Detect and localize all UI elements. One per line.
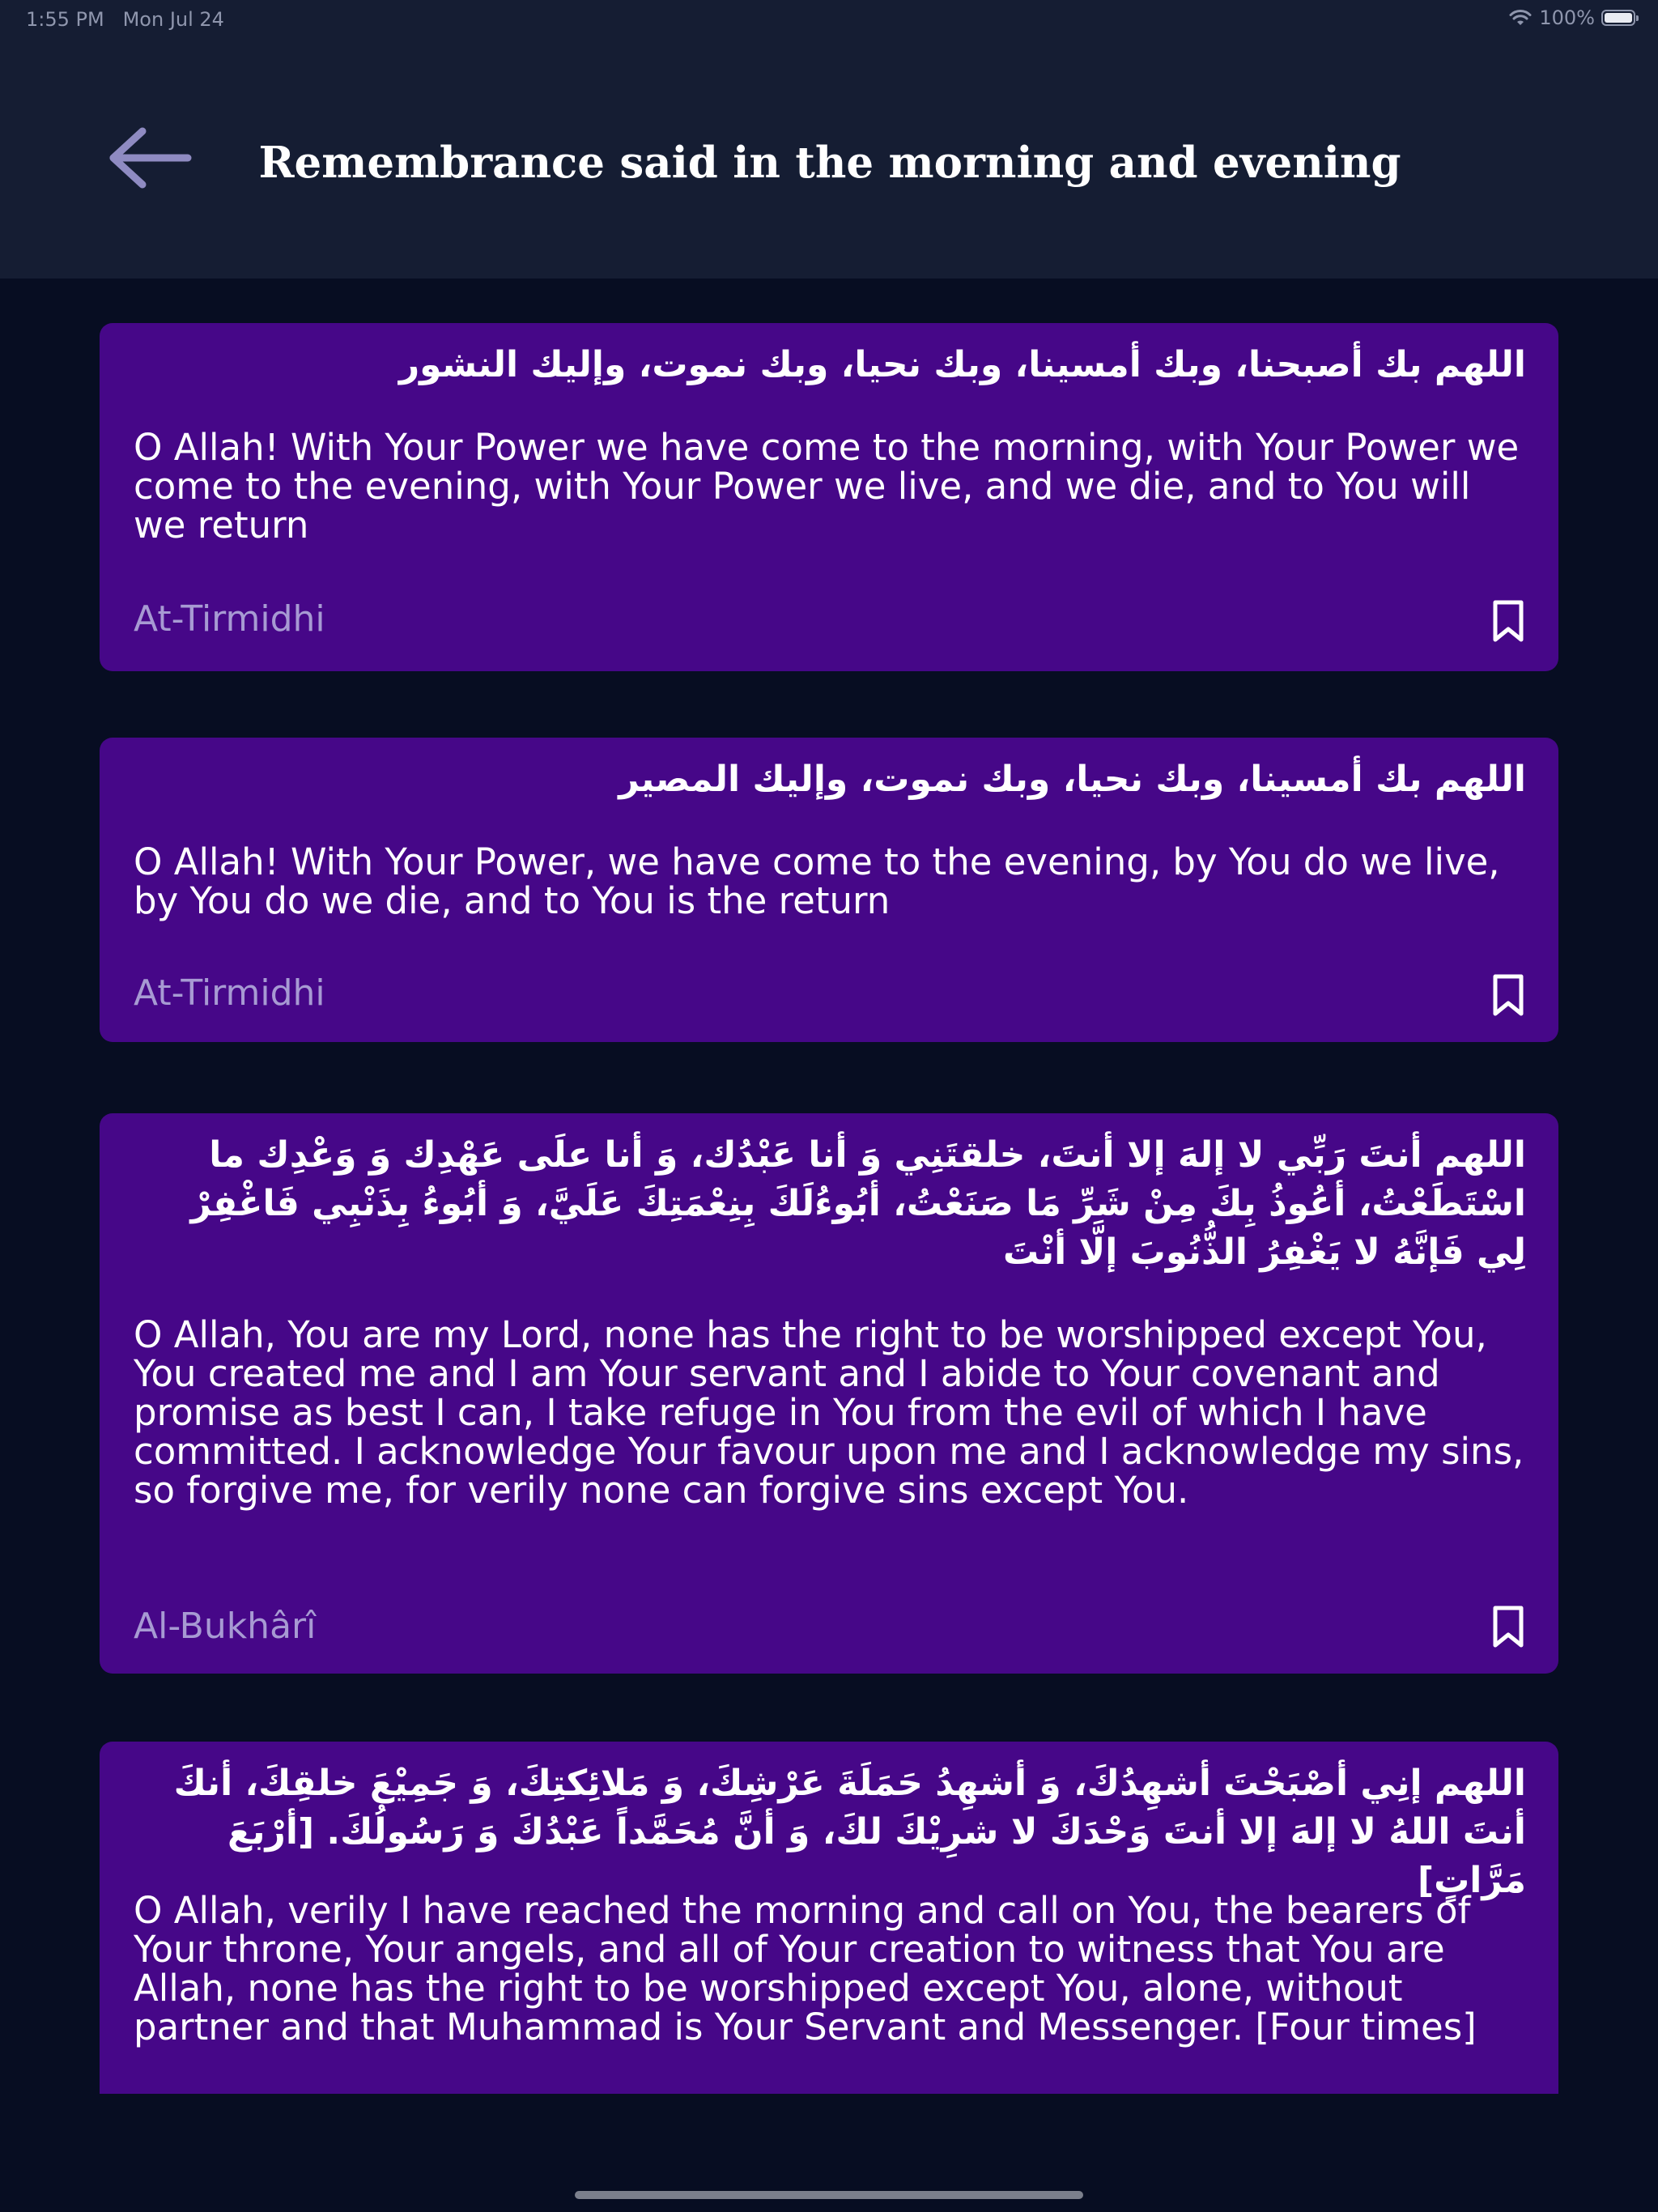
dhikr-card <box>100 323 1558 671</box>
source-label: Al-Bukhârî <box>134 1606 317 1647</box>
english-translation: O Allah! With Your Power, we have come to the evening, by You do we live, by You do we die, and to You is the return <box>134 840 1500 922</box>
bookmark-button[interactable] <box>1490 1604 1526 1649</box>
source-label: At-Tirmidhi <box>134 972 325 1014</box>
dhikr-card <box>100 1113 1558 1674</box>
status-indicators <box>1508 6 1635 29</box>
english-translation: O Allah, verily I have reached the morning and call on You, the bearers of Your throne, Your angels, and all of Your creation to witness that You are Allah, none has the right to be worshipped except You, alone, without partner and that Muhammad is Your Servant and Messenger. [Four times] <box>134 1889 1477 2048</box>
wifi-icon <box>1508 8 1533 28</box>
page-title: Remembrance said in the morning and evening <box>258 138 1401 188</box>
source-label: At-Tirmidhi <box>134 598 325 640</box>
arrow-left-icon <box>104 121 193 194</box>
dhikr-card <box>100 1742 1558 2094</box>
battery-percentage: 100% <box>1539 6 1595 29</box>
arabic-text: اللهم أنتَ رَبِّي لا إلهَ إلا أنتَ، خلقتَنِي وَ أنا عَبْدُك، وَ أنا علَى عَهْدِك وَ وَعْدِك ما اسْتَطَعْتُ، أعُوذُ بِكَ مِنْ شَرِّ مَا صَنَعْتُ، أبُوءُلَكَ بِنِعْمَتِكَ عَلَيَّ، وَ أبُوءُ بِذَنْبِي فَاغْفِرْ لِي فَإنَّهُ لا يَغْفِرُ الذُّنُوبَ إلَّا أنْتَ <box>190 1134 1526 1273</box>
bookmark-button[interactable] <box>1490 598 1526 644</box>
english-translation: O Allah! With Your Power we have come to the morning, with Your Power we come to the evening, with Your Power we live, and we die, and to You will we return <box>134 426 1520 547</box>
status-time-date: 1:55 PM Mon Jul 24 <box>26 8 224 31</box>
dhikr-list[interactable] <box>0 279 1658 2094</box>
arabic-text: اللهم بك أصبحنا، وبك أمسينا، وبك نحيا، وبك نموت، وإليك النشور <box>398 344 1526 385</box>
bookmark-icon <box>1490 972 1526 1018</box>
english-translation: O Allah, You are my Lord, none has the right to be worshipped except You, You created me and I am Your servant and I abide to Your covenant and promise as best I can, I take refuge in You from the evil of which I have committed. I acknowledge Your favour upon me and I acknowledge my sins, so forgive me, for verily none can forgive sins except You. <box>134 1313 1524 1512</box>
bookmark-icon <box>1490 598 1526 644</box>
home-indicator[interactable] <box>575 2191 1083 2199</box>
back-button[interactable] <box>104 121 193 194</box>
status-bar <box>0 0 1658 37</box>
bookmark-icon <box>1490 1604 1526 1649</box>
bookmark-button[interactable] <box>1490 972 1526 1018</box>
battery-icon <box>1601 10 1635 26</box>
arabic-text: اللهم بك أمسينا، وبك نحيا، وبك نموت، وإليك المصير <box>619 759 1526 800</box>
arabic-text: اللهم إنِي أصْبَحْتَ أشهِدُكَ، وَ أشهِدُ حَمَلَةَ عَرْشِكَ، وَ مَلائِكتِكَ، وَ جَمِيْعَ خلقِكَ، أنكَ أنتَ اللهُ لا إلهَ إلا أنتَ وَحْدَكَ لا شرِيْكَ لكَ، وَ أنَّ مُحَمَّداً عَبْدُكَ وَ رَسُولُكَ. [أرْبَعَ مَرَّاتٍ] <box>173 1763 1526 1901</box>
dhikr-card <box>100 738 1558 1042</box>
